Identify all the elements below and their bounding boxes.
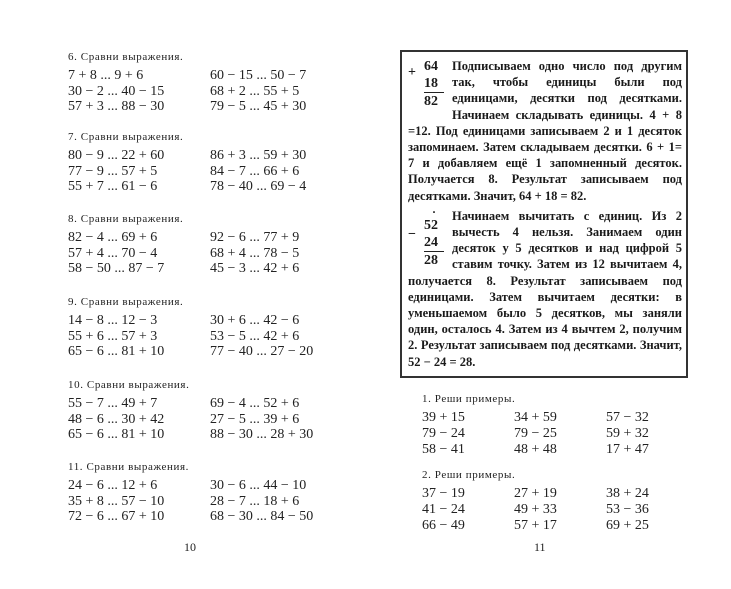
example-expression: 17 + 47 (606, 441, 649, 457)
comparison-expression: 45 − 3 ... 42 + 6 (210, 261, 300, 276)
comparison-expression: 68 + 2 ... 55 + 5 (210, 83, 300, 99)
expression-row (68, 84, 368, 100)
comparison-expression: 78 − 40 ... 69 − 4 (210, 179, 307, 194)
subtrahend: 24 (424, 234, 438, 250)
comparison-expression: 60 − 15 ... 50 − 7 (210, 68, 307, 83)
borrow-dot: · (432, 204, 437, 219)
expression-row (68, 68, 368, 84)
comparison-expression: 48 − 6 ... 30 + 42 (68, 411, 165, 427)
explanation-box (400, 50, 688, 378)
example-expression: 39 + 15 (422, 409, 465, 425)
expression-row (68, 99, 368, 115)
exercise-block (68, 50, 368, 115)
comparison-expression: 65 − 6 ... 81 + 10 (68, 344, 165, 359)
exercise-title: 10. Сравни выражения. (68, 379, 190, 391)
comparison-expression: 27 − 5 ... 39 + 6 (210, 411, 300, 427)
plus-sign: + (408, 65, 416, 80)
expression-row (68, 329, 368, 345)
exercise-title: 11. Сравни выражения. (68, 461, 190, 473)
exercise-block (68, 130, 368, 195)
comparison-expression: 82 − 4 ... 69 + 6 (68, 230, 158, 245)
expression-row (68, 509, 368, 525)
example-expression: 57 + 17 (514, 517, 557, 533)
example-row (422, 442, 702, 458)
comparison-expression: 55 + 7 ... 61 − 6 (68, 179, 158, 194)
expression-row (68, 246, 368, 262)
comparison-expression: 80 − 9 ... 22 + 60 (68, 148, 165, 163)
expression-row (68, 478, 368, 494)
exercise-title: 7. Сравни выражения. (68, 131, 184, 143)
expression-row (68, 344, 368, 360)
difference-result: 28 (424, 252, 438, 268)
exercise-block (68, 212, 368, 277)
example-expression: 37 − 19 (422, 485, 465, 501)
page-number-right: 11 (534, 540, 546, 554)
exercise-title: 9. Сравни выражения. (68, 296, 184, 308)
exercise-title: 2. Реши примеры. (422, 468, 516, 481)
comparison-expression: 86 + 3 ... 59 + 30 (210, 148, 307, 163)
comparison-expression: 92 − 6 ... 77 + 9 (210, 230, 300, 245)
comparison-expression: 35 + 8 ... 57 − 10 (68, 493, 165, 509)
example-expression: 49 + 33 (514, 501, 557, 517)
example-row (422, 486, 702, 502)
comparison-expression: 24 − 6 ... 12 + 6 (68, 478, 158, 493)
minus-sign: − (408, 226, 416, 242)
comparison-expression: 7 + 8 ... 9 + 6 (68, 68, 144, 83)
example-expression: 41 − 24 (422, 501, 465, 517)
comparison-expression: 30 + 6 ... 42 − 6 (210, 313, 300, 328)
exercise-block (68, 460, 368, 525)
addend-top: 64 (424, 59, 438, 74)
right-page-exercises (400, 392, 690, 534)
example-expression: 48 + 48 (514, 441, 557, 457)
minuend: 52 (424, 217, 438, 233)
example-row (422, 502, 702, 518)
comparison-expression: 84 − 7 ... 66 + 6 (210, 163, 300, 179)
exercise-block (68, 295, 368, 360)
expression-row (68, 412, 368, 428)
example-row (422, 410, 702, 426)
comparison-expression: 55 − 7 ... 49 + 7 (68, 396, 158, 411)
expression-row (68, 148, 368, 164)
expression-row (68, 179, 368, 195)
example-expression: 59 + 32 (606, 425, 649, 441)
column-subtraction (408, 204, 452, 271)
addend-bottom: 18 (424, 76, 438, 91)
exercise-title: 6. Сравни выражения. (68, 51, 184, 63)
example-expression: 38 + 24 (606, 485, 649, 501)
page-number-left: 10 (184, 540, 196, 554)
exercise-block (68, 378, 368, 443)
exercise-title: 8. Сравни выражения. (68, 213, 184, 225)
expression-row (68, 427, 368, 443)
comparison-expression: 77 − 40 ... 27 − 20 (210, 344, 314, 359)
sum-result: 82 (424, 94, 438, 109)
example-expression: 79 − 25 (514, 425, 557, 441)
exercise-block (422, 392, 702, 458)
comparison-expression: 68 + 4 ... 78 − 5 (210, 245, 300, 261)
comparison-expression: 55 + 6 ... 57 + 3 (68, 328, 158, 344)
right-page (400, 50, 690, 534)
comparison-expression: 28 − 7 ... 18 + 6 (210, 493, 300, 509)
comparison-expression: 57 + 3 ... 88 − 30 (68, 99, 165, 114)
example-expression: 53 − 36 (606, 501, 649, 517)
example-row (422, 426, 702, 442)
comparison-expression: 14 − 8 ... 12 − 3 (68, 313, 158, 328)
expression-row (68, 230, 368, 246)
subtraction-text: Начинаем вычитать с единиц. Из 2 вычесть 4 нельзя. Занимаем один десяток у 5 десятков и над цифрой 5 ставим точку. Затем из 12 вычитаем 4, получается 8. Результат записываем под единицами. Затем вычитаем десятки: в уменьшаемом было 5 десятков, мы заняли один, осталось 4. Затем из 4 вычтем 2, получим 2. Результат записываем под десятками. Значит, 52 − 24 = 28. (408, 208, 682, 369)
comparison-expression: 30 − 6 ... 44 − 10 (210, 478, 307, 493)
subtraction-explanation (408, 204, 682, 372)
comparison-expression: 53 − 5 ... 42 + 6 (210, 328, 300, 344)
comparison-expression: 30 − 2 ... 40 − 15 (68, 83, 165, 99)
comparison-expression: 57 + 4 ... 70 − 4 (68, 245, 158, 261)
example-expression: 34 + 59 (514, 409, 557, 425)
addition-text: Подписываем одно число под другим так, чтобы единицы были под единицами, десятки под десятками. Начинаем складывать единицы. 4 + 8 =12. Под единицами записываем 2 и 1 десяток запоминаем. Затем складываем десятки. 6 + 1= 7 и добавляем ещё 1 запомненный десяток. Получается 8. Результат записываем под десятками. Значит, 64 + 18 = 82. (408, 59, 682, 203)
comparison-expression: 58 − 50 ... 87 − 7 (68, 261, 165, 276)
example-expression: 69 + 25 (606, 517, 649, 533)
comparison-expression: 68 − 30 ... 84 − 50 (210, 509, 314, 524)
example-expression: 79 − 24 (422, 425, 465, 441)
exercise-title: 1. Реши примеры. (422, 392, 516, 405)
comparison-expression: 65 − 6 ... 81 + 10 (68, 427, 165, 442)
comparison-expression: 79 − 5 ... 45 + 30 (210, 99, 307, 114)
comparison-expression: 88 − 30 ... 28 + 30 (210, 427, 314, 442)
comparison-expression: 77 − 9 ... 57 + 5 (68, 163, 158, 179)
expression-row (68, 164, 368, 180)
example-row (422, 518, 702, 534)
comparison-expression: 69 − 4 ... 52 + 6 (210, 396, 300, 411)
addition-explanation (408, 58, 682, 204)
example-expression: 27 + 19 (514, 485, 557, 501)
column-addition (408, 58, 452, 112)
example-expression: 58 − 41 (422, 441, 465, 457)
expression-row (68, 261, 368, 277)
comparison-expression: 72 − 6 ... 67 + 10 (68, 509, 165, 524)
expression-row (68, 313, 368, 329)
expression-row (68, 494, 368, 510)
exercise-block (422, 468, 702, 534)
expression-row (68, 396, 368, 412)
example-expression: 66 − 49 (422, 517, 465, 533)
example-expression: 57 − 32 (606, 409, 649, 425)
